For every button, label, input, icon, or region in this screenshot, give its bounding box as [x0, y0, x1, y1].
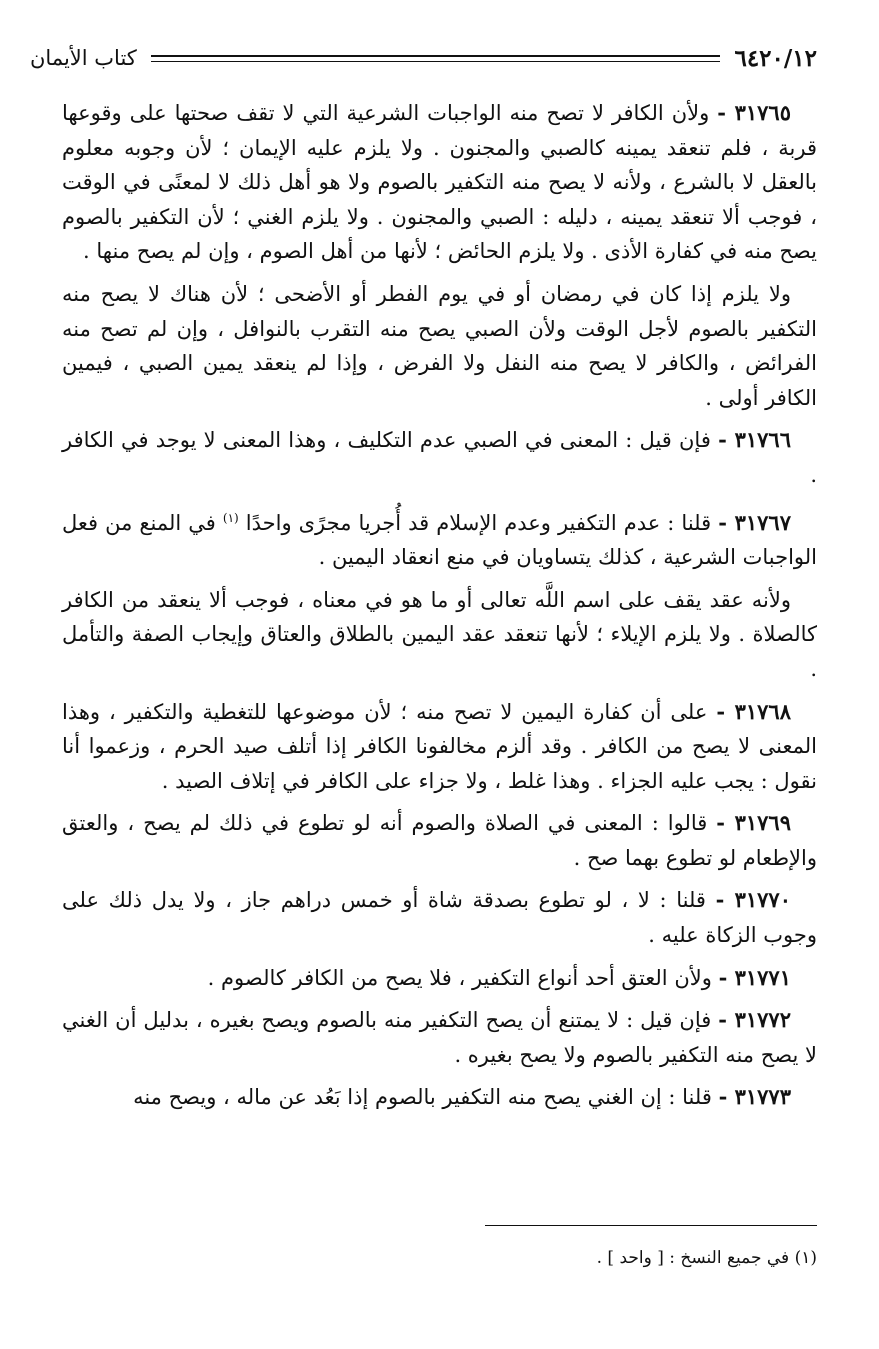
- paragraph-text: فإن قيل : المعنى في الصبي عدم التكليف ، وهذا المعنى لا يوجد في الكافر .: [62, 428, 817, 487]
- paragraph-number: ٣١٧٦٧ -: [718, 509, 791, 535]
- paragraph: [62, 1003, 817, 1072]
- paragraph: [62, 277, 817, 415]
- paragraph-number: ٣١٧٧٠ -: [715, 887, 791, 913]
- footnote-divider: [485, 1225, 817, 1226]
- paragraph-text: قالوا : المعنى في الصلاة والصوم أنه لو تطوع في ذلك لم يصح ، والعتق والإطعام لو تطوع بهما صح .: [62, 811, 817, 870]
- paragraph-text: في المنع من فعل الواجبات الشرعية ، كذلك يتساويان في منع انعقاد اليمين .: [62, 510, 817, 570]
- body-text: [62, 96, 817, 1123]
- paragraph: [62, 695, 817, 799]
- paragraph-number: ٣١٧٦٩ -: [716, 810, 791, 836]
- paragraph-text: فإن قيل : لا يمتنع أن يصح التكفير منه بالصوم ويصح بغيره ، بدليل أن الغني لا يصح منه التكفير بالصوم ولا يصح بغيره .: [62, 1008, 817, 1067]
- page-number: ٦٤٢٠/١٢: [734, 44, 817, 72]
- paragraph: [62, 501, 817, 575]
- paragraph-text: ولا يلزم إذا كان في رمضان أو في يوم الفطر أو الأضحى ؛ لأن هناك لا يصح منه التكفير بالصوم لأجل الوقت ولأن الصبي يصح منه التقرب بالنوافل ، وإن لم تصح منه الفرائض ، والكافر لا يصح منه النفل ولا الفرض ، وإذا لم ينعقد يمين الصبي ، فيمين الكافر أولى .: [62, 281, 817, 410]
- paragraph: [62, 423, 817, 492]
- paragraph: [62, 883, 817, 952]
- page-header: [30, 38, 817, 78]
- paragraph-text: ولأن العتق أحد أنواع التكفير ، فلا يصح من الكافر كالصوم .: [207, 965, 712, 990]
- book-title: كتاب الأيمان: [30, 46, 137, 70]
- paragraph: [62, 806, 817, 875]
- paragraph: [62, 583, 817, 687]
- paragraph: [62, 961, 817, 996]
- header-rule: [151, 55, 721, 62]
- paragraph-text: على أن كفارة اليمين لا تصح منه ؛ لأن موضوعها للتغطية والتكفير ، وهذا المعنى لا يصح من الكافر . وقد ألزم مخالفونا الكافر إذا أتلف صيد الحرم ، وزعموا أنا نقول : يجب عليه الجزاء . وهذا غلط ، ولا جزاء على الكافر في إتلاف الصيد .: [62, 699, 817, 793]
- paragraph-text: قلنا : لا ، لو تطوع بصدقة شاة أو خمس دراهم جاز ، ولا يدل ذلك على وجوب الزكاة عليه .: [62, 888, 817, 948]
- footnote: (١) في جميع النسخ : [ واحد ] .: [596, 1248, 817, 1268]
- paragraph-text: قلنا : عدم التكفير وعدم الإسلام قد أُجريا مجرًى واحدًا: [245, 510, 712, 535]
- paragraph-number: ٣١٧٧١ -: [718, 964, 791, 990]
- footnote-reference[interactable]: (١): [222, 510, 239, 525]
- paragraph-text: ولأن الكافر لا تصح منه الواجبات الشرعية التي لا تقف صحتها على وقوعها قربة ، فلم تنعقد يمينه كالصبي والمجنون . ولا يلزم عليه الإيمان ؛ لأن وجوبه معلوم بالعقل لا بالشرع ، ولأنه لا يصح منه التكفير بالصوم ولا هو أهل ذلك لا لمعنًى في الوقت ، فوجب ألا تنعقد يمينه ، دليله : الصبي والمجنون . ولا يلزم الغني ؛ لأن التكفير بالصوم يصح منه في كفارة الأذى . ولا يلزم الحائض ؛ لأنها من أهل الصوم ، وإن لم يصح منها .: [62, 101, 817, 264]
- paragraph-number: ٣١٧٦٥ -: [717, 100, 791, 125]
- paragraph-text: قلنا : إن الغني يصح منه التكفير بالصوم إذا بَعُد عن ماله ، ويصح منه: [133, 1085, 712, 1110]
- paragraph: [62, 96, 817, 269]
- paragraph: [62, 1080, 817, 1115]
- paragraph-number: ٣١٧٦٦ -: [718, 427, 791, 453]
- paragraph-number: ٣١٧٧٢ -: [718, 1007, 791, 1033]
- paragraph-number: ٣١٧٦٨ -: [716, 698, 791, 724]
- paragraph-text: ولأنه عقد يقف على اسم اللَّه تعالى أو ما هو في معناه ، فوجب ألا ينعقد من الكافر كالصلاة . ولا يلزم الإيلاء ؛ لأنها تنعقد عقد اليمين بالطلاق والعتاق وإيجاب الصفة والتأمل .: [62, 587, 817, 681]
- paragraph-number: ٣١٧٧٣ -: [718, 1084, 791, 1110]
